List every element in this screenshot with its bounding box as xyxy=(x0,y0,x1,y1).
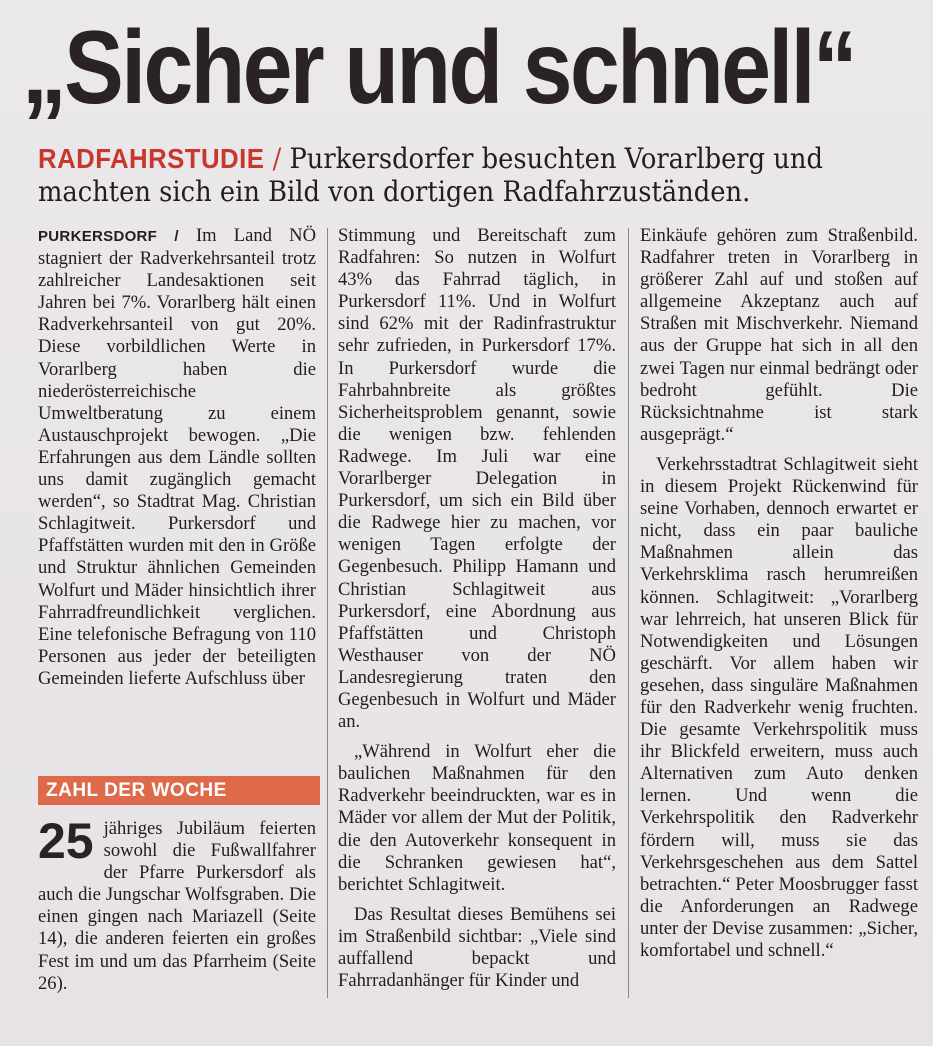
article-column-1 xyxy=(38,225,316,690)
headline: „Sicher und schnell“ xyxy=(22,10,856,126)
article-paragraph: Einkäufe gehören zum Straßenbild. Radfahrer treten in Vorarlberg in größerer Zahl auf und stoßen auf allgemeine Akzeptanz auch auf Straßen mit Mischverkehr. Niemand aus der Gruppe hat sich in all den zwei Tagen nur einmal bedrängt oder bedroht gefühlt. Die Rücksichtnahme ist stark ausgeprägt.“ xyxy=(640,225,918,445)
zahl-der-woche-body: jähriges Jubiläum feierten sowohl die Fußwallfahrer der Pfarre Purkersdorf als auch die Jungschar Wolfsgraben. Die einen gingen nach Mariazell (Seite 14), die anderen feierten ein großes Fest im und um das Pfarrheim (Seite 26). xyxy=(38,818,316,994)
kicker-label: RADFAHRSTUDIE xyxy=(38,143,265,174)
kicker-slash: / xyxy=(272,142,282,175)
dateline-separator: / xyxy=(174,228,179,245)
article-paragraph: Stimmung und Bereitschaft zum Radfahren: So nutzen in Wolfurt 43% das Fahrrad täglich, in Purkersdorf 11%. Und in Wolfurt sind 62% mit der Radinfrastruktur sehr zufrieden, in Purkersdorf 17%. In Purkersdorf wurde die Fahrbahnbreite als größtes Sicherheitsproblem genannt, sowie die wenigen bzw. fehlenden Radwege. Im Juli war eine Vorarlberger Delegation in Purkersdorf, um sich ein Bild über die Radwege hier zu machen, vor wenigen Tagen erfolgte der Gegenbesuch. Philipp Hamann und Christian Schlagitweit aus Purkersdorf, eine Abordnung aus Pfaffstätten und Christoph Westhauser von der NÖ Landesregierung traten den Gegenbesuch in Wolfurt und Mäder an. xyxy=(338,225,616,733)
dateline: PURKERSDORF xyxy=(38,228,158,245)
zahl-der-woche-number: 25 xyxy=(38,813,94,869)
subheadline xyxy=(38,142,848,208)
zahl-der-woche-label: ZAHL DER WOCHE xyxy=(38,776,320,805)
column-divider xyxy=(327,228,328,998)
article-paragraph xyxy=(38,225,316,690)
article-paragraph: „Während in Wolfurt eher die baulichen Maßnahmen für den Radverkehr beeindruckten, war es in Mäder vor allem der Mut der Politik, die den Autoverkehr konsequent in die Schranken gewiesen hat“, berichtet Schlagitweit. xyxy=(338,741,616,895)
zahl-der-woche-text xyxy=(38,813,316,995)
column-divider xyxy=(628,228,629,998)
article-column-3 xyxy=(640,225,918,962)
article-paragraph: Das Resultat dieses Bemühens sei im Straßenbild sichtbar: „Viele sind auffallend bepackt und Fahrradanhänger für Kinder und xyxy=(338,903,616,992)
article-column-2 xyxy=(338,225,616,992)
subheadline-text: Purkersdorfer besuchten Vorarlberg und machten sich ein Bild von dortigen Radfahrzuständen. xyxy=(38,142,823,208)
article-paragraph: Verkehrsstadtrat Schlagitweit sieht in diesem Projekt Rückenwind für seine Vorhaben, dennoch erwartet er nicht, dass ein paar bauliche Maßnahmen allein das Verkehrsklima rasch herumreißen können. Schlagitweit: „Vorarlberg war lehrreich, hat unseren Blick für Notwendigkeiten und Lösungen geschärft. Vor allem haben wir gesehen, dass singuläre Maßnahmen für den Radverkehr wenig fruchten. Die gesamte Verkehrspolitik muss ihr Blickfeld erweitern, muss auch Alternativen zum Auto denken lernen. Und wenn die Verkehrspolitik den Radverkehr fördern will, muss sie das Verkehrsgeschehen aus dem Sattel betrachten.“ Peter Moosbrugger fasst die Anforderungen an Radwege unter der Devise zusammen: „Sicher, komfortabel und schnell.“ xyxy=(640,453,918,961)
paragraph-text: Im Land NÖ stagniert der Radverkehrsanteil trotz zahlreicher Landesaktionen seit Jahren bei 7%. Vorarlberg hält einen Radverkehrsanteil von gut 20%. Diese vorbildlichen Werte in Vorarlberg haben die niederösterreichische Umweltberatung zu einem Austauschprojekt bewogen. „Die Erfahrungen aus dem Ländle sollten uns damit zugänglich gemacht werden“, so Stadtrat Mag. Christian Schlagitweit. Purkersdorf und Pfaffstätten wurden mit den in Größe und Struktur ähnlichen Gemeinden Wolfurt und Mäder hinsichtlich ihrer Fahrradfreundlichkeit verglichen. Eine telefonische Befragung von 110 Personen aus jeder der beteiligten Gemeinden lieferte Aufschluss über xyxy=(38,225,316,689)
